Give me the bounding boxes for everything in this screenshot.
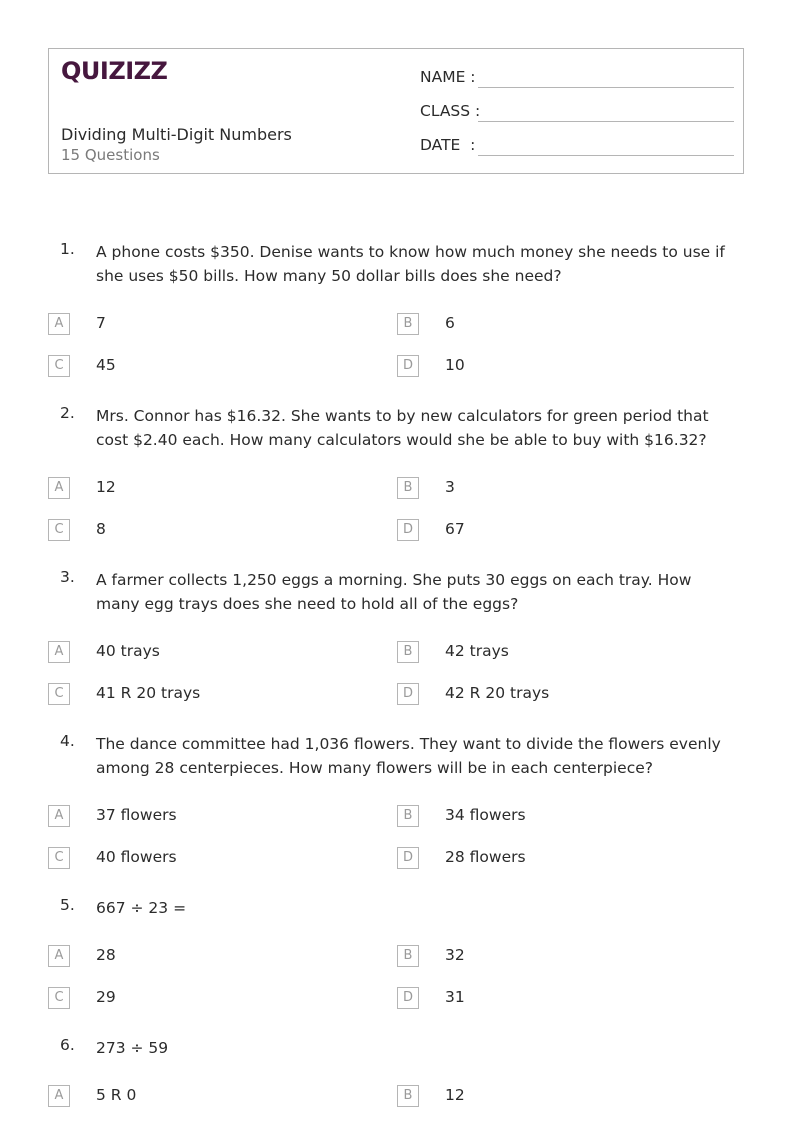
option-text: 37 flowers (96, 806, 177, 824)
option-letter-box: C (48, 847, 70, 869)
option-text: 32 (445, 946, 465, 964)
question-number: 1. (60, 240, 75, 258)
option-letter-box: A (48, 945, 70, 967)
question-number: 5. (60, 896, 75, 914)
question-count: 15 Questions (61, 146, 160, 164)
option-letter-box: A (48, 477, 70, 499)
option-letter-box: D (397, 683, 419, 705)
option-text: 67 (445, 520, 465, 538)
option-letter-box: D (397, 355, 419, 377)
option-letter-box: A (48, 805, 70, 827)
question-text: A farmer collects 1,250 eggs a morning. She puts 30 eggs on each tray. How many egg trays does she need to hold all of the eggs? (96, 571, 692, 613)
option-letter-box: C (48, 987, 70, 1009)
name-label: NAME : (420, 68, 476, 86)
worksheet-title: Dividing Multi-Digit Numbers (61, 125, 292, 144)
option-letter-box: A (48, 1085, 70, 1107)
option-text: 28 flowers (445, 848, 526, 866)
option-text: 10 (445, 356, 465, 374)
option-text: 3 (445, 478, 455, 496)
option-text: 12 (445, 1086, 465, 1104)
question-text: Mrs. Connor has $16.32. She wants to by new calculators for green period that cost $2.40 each. How many calculators would she be able to buy with $16.32? (96, 407, 709, 449)
date-field[interactable] (420, 134, 734, 160)
question-number: 2. (60, 404, 75, 422)
class-label: CLASS : (420, 102, 481, 120)
question-number: 4. (60, 732, 75, 750)
option-letter-box: B (397, 641, 419, 663)
option-text: 5 R 0 (96, 1086, 137, 1104)
option-text: 34 flowers (445, 806, 526, 824)
name-field[interactable] (420, 66, 734, 92)
option-text: 42 trays (445, 642, 509, 660)
option-text: 40 flowers (96, 848, 177, 866)
option-letter-box: B (397, 313, 419, 335)
option-text: 31 (445, 988, 465, 1006)
option-letter-box: D (397, 847, 419, 869)
option-letter-box: B (397, 477, 419, 499)
option-letter-box: B (397, 1085, 419, 1107)
option-letter-box: C (48, 355, 70, 377)
option-text: 41 R 20 trays (96, 684, 201, 702)
worksheet-header (48, 48, 744, 174)
name-line[interactable] (478, 87, 734, 88)
option-letter-box: D (397, 519, 419, 541)
option-letter-box: B (397, 805, 419, 827)
option-text: 45 (96, 356, 116, 374)
question-text: 667 ÷ 23 = (96, 899, 187, 917)
class-field[interactable] (420, 100, 734, 126)
option-text: 42 R 20 trays (445, 684, 550, 702)
date-line[interactable] (478, 155, 734, 156)
option-text: 29 (96, 988, 116, 1006)
option-text: 6 (445, 314, 455, 332)
question-text: The dance committee had 1,036 flowers. They want to divide the flowers evenly among 28 centerpieces. How many flowers will be in each centerpiece? (96, 735, 721, 777)
question-text: 273 ÷ 59 (96, 1039, 169, 1057)
class-line[interactable] (478, 121, 734, 122)
option-text: 28 (96, 946, 116, 964)
date-label: DATE : (420, 136, 476, 154)
question-text: A phone costs $350. Denise wants to know how much money she needs to use if she uses $50 bills. How many 50 dollar bills does she need? (96, 243, 725, 285)
option-text: 40 trays (96, 642, 160, 660)
option-text: 8 (96, 520, 106, 538)
option-text: 7 (96, 314, 106, 332)
question-number: 6. (60, 1036, 75, 1054)
option-letter-box: B (397, 945, 419, 967)
option-letter-box: C (48, 519, 70, 541)
option-text: 12 (96, 478, 116, 496)
option-letter-box: D (397, 987, 419, 1009)
option-letter-box: A (48, 641, 70, 663)
question-number: 3. (60, 568, 75, 586)
option-letter-box: C (48, 683, 70, 705)
option-letter-box: A (48, 313, 70, 335)
quizizz-logo: QUIZIZZ (61, 57, 168, 85)
